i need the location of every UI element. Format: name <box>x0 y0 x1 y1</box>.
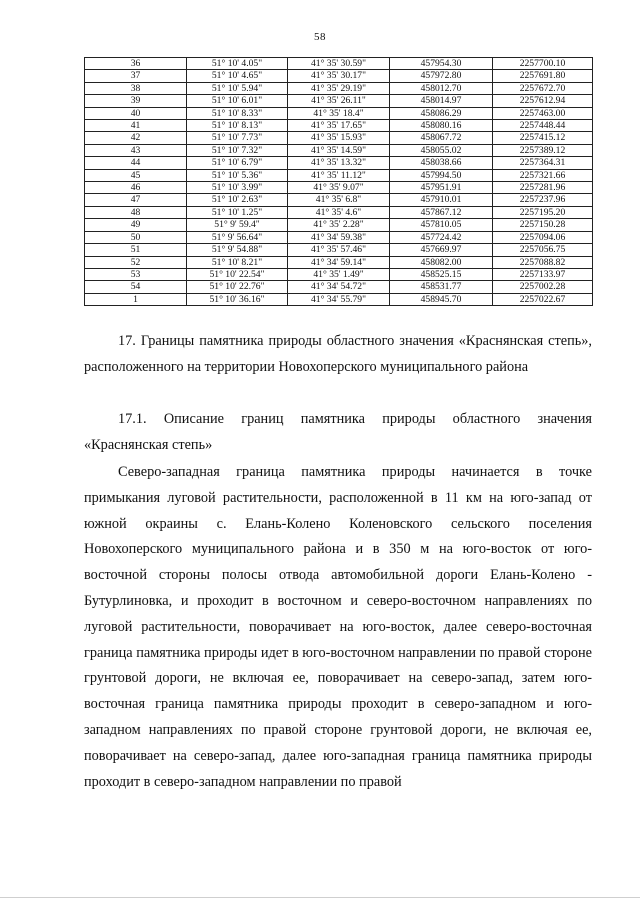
table-cell: 54 <box>85 281 187 293</box>
table-cell: 51° 10' 36.16" <box>187 293 288 305</box>
table-cell: 51° 9' 59.4" <box>187 219 288 231</box>
table-cell: 51° 10' 6.01" <box>187 95 288 107</box>
table-cell: 2257612.94 <box>493 95 593 107</box>
table-cell: 38 <box>85 82 187 94</box>
table-cell: 41° 34' 59.38" <box>288 231 390 243</box>
table-cell: 41° 35' 30.59" <box>288 58 390 70</box>
table-row <box>85 256 593 268</box>
table-cell: 41° 35' 57.46" <box>288 244 390 256</box>
table-row <box>85 268 593 280</box>
table-cell: 51° 10' 22.76" <box>187 281 288 293</box>
table-cell: 2257002.28 <box>493 281 593 293</box>
description-paragraph: Северо-западная граница памятника природы начинается в точке примыкания луговой растительности, расположенной в 11 км на юго-запад от южной окраины с. Елань-Колено Коленовского сельского поселения Новохоперского муниципального района и в 350 м на юго-восток от юго-восточной стороны полосы отвода автомобильной дороги Елань-Колено - Бутурлиновка, и проходит в восточном и северо-восточном направлениях по луговой растительности, поворачивает на юго-восток, далее северо-восточная граница памятника природы идет в юго-восточном направлении по правой стороне грунтовой дороги, не включая ее, поворачивает на северо-запад, затем юго-восточная граница памятника природы проходит в северо-западном и юго-западном направлениях по правой стороне грунтовой дороги, не включая ее, поворачивает на северо-запад, далее юго-западная граница памятника природы проходит в северо-западном направлении по правой <box>84 464 592 790</box>
table-cell: 458080.16 <box>390 120 493 132</box>
table-cell: 43 <box>85 144 187 156</box>
table-cell: 458014.97 <box>390 95 493 107</box>
coordinates-table-body <box>85 58 593 306</box>
table-cell: 2257700.10 <box>493 58 593 70</box>
table-cell: 42 <box>85 132 187 144</box>
table-cell: 41° 35' 14.59" <box>288 144 390 156</box>
table-cell: 458055.02 <box>390 144 493 156</box>
table-row <box>85 120 593 132</box>
table-cell: 51° 10' 4.05" <box>187 58 288 70</box>
table-cell: 49 <box>85 219 187 231</box>
table-cell: 458525.15 <box>390 268 493 280</box>
table-cell: 41° 35' 9.07" <box>288 182 390 194</box>
table-row <box>85 144 593 156</box>
table-cell: 41° 35' 1.49" <box>288 268 390 280</box>
table-cell: 41° 34' 55.79" <box>288 293 390 305</box>
table-cell: 51° 10' 22.54" <box>187 268 288 280</box>
table-cell: 41° 35' 18.4" <box>288 107 390 119</box>
page-number: 58 <box>314 31 326 43</box>
table-cell: 2257672.70 <box>493 82 593 94</box>
table-cell: 48 <box>85 206 187 218</box>
table-cell: 41° 35' 30.17" <box>288 70 390 82</box>
table-cell: 2257237.96 <box>493 194 593 206</box>
table-row <box>85 244 593 256</box>
table-cell: 458012.70 <box>390 82 493 94</box>
table-cell: 47 <box>85 194 187 206</box>
table-cell: 2257150.28 <box>493 219 593 231</box>
table-cell: 458038.66 <box>390 157 493 169</box>
table-cell: 37 <box>85 70 187 82</box>
table-cell: 51° 10' 4.65" <box>187 70 288 82</box>
table-cell: 51° 10' 5.94" <box>187 82 288 94</box>
table-row <box>85 281 593 293</box>
table-cell: 51° 10' 6.79" <box>187 157 288 169</box>
table-cell: 41° 35' 4.6" <box>288 206 390 218</box>
table-cell: 457972.80 <box>390 70 493 82</box>
table-cell: 2257281.96 <box>493 182 593 194</box>
table-row <box>85 58 593 70</box>
table-cell: 2257088.82 <box>493 256 593 268</box>
table-cell: 41° 35' 17.65" <box>288 120 390 132</box>
table-cell: 41° 35' 13.32" <box>288 157 390 169</box>
table-cell: 41° 34' 54.72" <box>288 281 390 293</box>
table-cell: 457867.12 <box>390 206 493 218</box>
table-row <box>85 182 593 194</box>
table-cell: 41° 34' 59.14" <box>288 256 390 268</box>
subsection-title: 17.1. Описание границ памятника природы областного значения «Краснянская степь» <box>84 411 592 453</box>
table-cell: 1 <box>85 293 187 305</box>
table-row <box>85 132 593 144</box>
coordinates-table <box>84 57 593 306</box>
page-bottom-edge <box>0 897 640 898</box>
table-cell: 51° 10' 5.36" <box>187 169 288 181</box>
table-row <box>85 293 593 305</box>
table-cell: 41° 35' 29.19" <box>288 82 390 94</box>
table-cell: 457994.50 <box>390 169 493 181</box>
table-cell: 458531.77 <box>390 281 493 293</box>
table-row <box>85 206 593 218</box>
table-row <box>85 95 593 107</box>
table-cell: 51° 10' 7.73" <box>187 132 288 144</box>
table-cell: 457724.42 <box>390 231 493 243</box>
table-cell: 50 <box>85 231 187 243</box>
table-cell: 41° 35' 11.12" <box>288 169 390 181</box>
table-cell: 2257022.67 <box>493 293 593 305</box>
table-cell: 51 <box>85 244 187 256</box>
table-cell: 2257463.00 <box>493 107 593 119</box>
section-title: 17. Границы памятника природы областного значения «Краснянская степь», расположенного на территории Новохоперского муниципального района <box>84 333 592 375</box>
subsection-heading <box>84 407 592 459</box>
table-cell: 458082.00 <box>390 256 493 268</box>
table-cell: 2257691.80 <box>493 70 593 82</box>
table-cell: 2257389.12 <box>493 144 593 156</box>
table-cell: 458945.70 <box>390 293 493 305</box>
table-row <box>85 70 593 82</box>
table-cell: 2257056.75 <box>493 244 593 256</box>
table-cell: 41 <box>85 120 187 132</box>
table-cell: 2257195.20 <box>493 206 593 218</box>
table-cell: 51° 10' 8.13" <box>187 120 288 132</box>
table-cell: 39 <box>85 95 187 107</box>
table-cell: 52 <box>85 256 187 268</box>
table-cell: 41° 35' 2.28" <box>288 219 390 231</box>
table-cell: 51° 9' 54.88" <box>187 244 288 256</box>
table-cell: 457954.30 <box>390 58 493 70</box>
table-cell: 457810.05 <box>390 219 493 231</box>
section-heading <box>84 329 592 381</box>
table-row <box>85 82 593 94</box>
table-cell: 458067.72 <box>390 132 493 144</box>
table-cell: 51° 10' 8.33" <box>187 107 288 119</box>
table-cell: 40 <box>85 107 187 119</box>
table-cell: 2257364.31 <box>493 157 593 169</box>
table-row <box>85 219 593 231</box>
table-cell: 51° 10' 1.25" <box>187 206 288 218</box>
table-cell: 457669.97 <box>390 244 493 256</box>
table-cell: 46 <box>85 182 187 194</box>
table-row <box>85 169 593 181</box>
table-row <box>85 157 593 169</box>
table-cell: 458086.29 <box>390 107 493 119</box>
table-cell: 41° 35' 6.8" <box>288 194 390 206</box>
table-cell: 457951.91 <box>390 182 493 194</box>
table-cell: 51° 9' 56.64" <box>187 231 288 243</box>
table-cell: 2257321.66 <box>493 169 593 181</box>
table-cell: 457910.01 <box>390 194 493 206</box>
table-cell: 53 <box>85 268 187 280</box>
table-cell: 51° 10' 7.32" <box>187 144 288 156</box>
table-cell: 2257094.06 <box>493 231 593 243</box>
table-cell: 36 <box>85 58 187 70</box>
table-cell: 41° 35' 15.93" <box>288 132 390 144</box>
table-cell: 44 <box>85 157 187 169</box>
table-cell: 2257133.97 <box>493 268 593 280</box>
table-cell: 51° 10' 3.99" <box>187 182 288 194</box>
table-cell: 41° 35' 26.11" <box>288 95 390 107</box>
table-cell: 2257448.44 <box>493 120 593 132</box>
table-cell: 51° 10' 2.63" <box>187 194 288 206</box>
table-cell: 51° 10' 8.21" <box>187 256 288 268</box>
table-cell: 45 <box>85 169 187 181</box>
table-cell: 2257415.12 <box>493 132 593 144</box>
boundary-description <box>84 460 592 795</box>
table-row <box>85 107 593 119</box>
table-row <box>85 231 593 243</box>
table-row <box>85 194 593 206</box>
